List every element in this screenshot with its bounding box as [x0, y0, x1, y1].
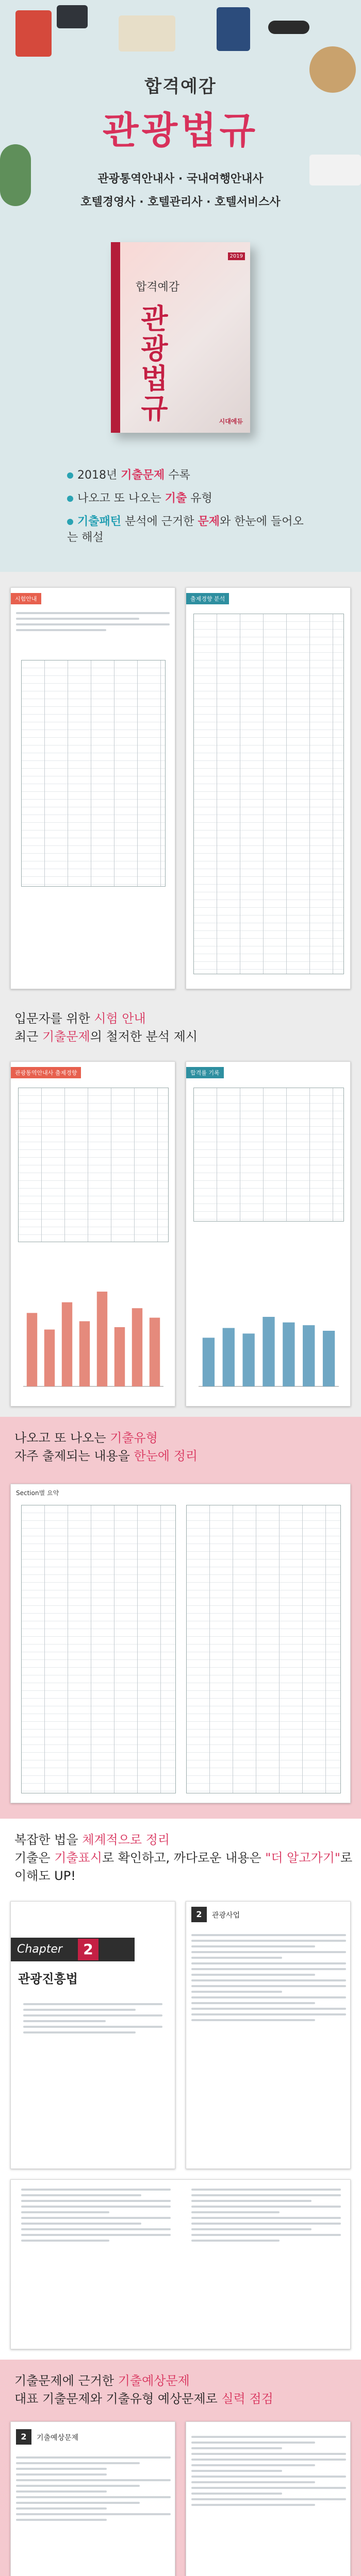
section3-heading: 복잡한 법을 체계적으로 정리 기출은 기출표시로 확인하고, 까다로운 내용은 "더 알고가기"로 이해도 UP!: [14, 1833, 353, 1883]
chart-page-right: [186, 1061, 351, 1406]
trend-table: [193, 614, 344, 974]
question-chapter-number: 2: [16, 2429, 31, 2445]
stat-table: [18, 1088, 169, 1242]
pass-rate-table: [193, 1088, 344, 1222]
law-text-page-2: [10, 2179, 351, 2349]
page-chapter-number: 2: [191, 1907, 207, 1922]
summary-page-label: Section별 요약: [16, 1489, 59, 1497]
hero-subtitle-2: 호텔경영사 · 호텔관리사 · 호텔서비스사: [80, 196, 281, 209]
questions-page-right: [186, 2421, 351, 2576]
exam-info-section: [0, 572, 361, 1417]
trend-tag: 출제경향 분석: [186, 593, 229, 604]
trend-analysis-page: [186, 587, 351, 989]
bullet-icon: [67, 496, 73, 502]
expected-questions-section: [0, 2360, 361, 2576]
chapter-label: Chapter: [17, 1943, 62, 1956]
trend-bar-chart: [18, 1258, 169, 1392]
chart-bar: [242, 1333, 254, 1386]
section2-heading: 나오고 또 나오는 기출유형 자주 출제되는 내용을 한눈에 정리: [14, 1431, 198, 1463]
hero-section: [0, 0, 361, 572]
summary-page: [10, 1484, 351, 1803]
section1-heading: 입문자를 위한 시험 안내 최근 기출문제의 철저한 분석 제시: [14, 1011, 198, 1044]
frequent-types-section: [0, 1417, 361, 1819]
bullet-icon: [67, 519, 73, 525]
chart-bar: [323, 1331, 335, 1386]
chart-page-left: [10, 1061, 175, 1406]
section4-heading: 기출문제에 근거한 기출예상문제 대표 기출문제와 기출유형 예상문제로 실력 점검: [14, 2374, 273, 2406]
chart-bar: [303, 1325, 315, 1386]
chart-bar: [132, 1308, 142, 1386]
summary-table-left: [21, 1505, 176, 1793]
hero-title: 관광법규: [102, 109, 259, 152]
exam-info-tag: 시험안내: [11, 593, 41, 604]
brand-logo-wrap: [0, 72, 361, 97]
year-badge: 2019: [228, 252, 245, 260]
chart-bar: [62, 1302, 72, 1386]
chapter-page: [10, 1901, 175, 2169]
exam-table: [21, 660, 166, 887]
chart-right-tag: 합격률 기록: [186, 1067, 224, 1078]
law-structure-section: [0, 1819, 361, 2360]
chart-bar: [27, 1313, 37, 1386]
chart-bar: [97, 1292, 107, 1386]
brand-logo: 합격예감: [144, 76, 217, 97]
passport-decoration: [217, 7, 250, 51]
book-brand: 합격예감: [136, 281, 180, 294]
page-header: 관광사업: [212, 1911, 240, 1920]
chart-bar: [44, 1330, 55, 1386]
chapter-title: 관광진흥법: [18, 1972, 78, 1986]
book-cover: [111, 242, 250, 433]
map-decoration: [119, 15, 175, 52]
exam-info-page: [10, 587, 175, 989]
pass-rate-bar-chart: [193, 1237, 344, 1392]
questions-page-left: [10, 2421, 175, 2576]
law-text-page: [186, 1901, 351, 2169]
chart-bar: [150, 1318, 160, 1386]
hero-subtitle-1: 관광통역안내사 · 국내여행안내사: [97, 173, 264, 185]
sunglasses-decoration: [268, 21, 309, 34]
chart-bar: [262, 1317, 274, 1386]
passport-decoration: [15, 10, 52, 57]
chapter-number: 2: [78, 1939, 99, 1960]
chart-bar: [203, 1338, 215, 1387]
chart-bar: [223, 1328, 235, 1386]
bullet-icon: [67, 472, 73, 479]
chart-bar: [114, 1327, 125, 1386]
chart-left-tag: 관광통역안내사 출제경향: [11, 1067, 81, 1078]
feature-item: 2018년 기출문제 수록: [67, 466, 304, 482]
feature-item: 기출패턴 분석에 근거한 문제와 한눈에 들어오는 해설: [67, 515, 304, 544]
chart-bar: [79, 1321, 90, 1387]
feature-item: 나오고 또 나오는 기출 유형: [67, 489, 304, 505]
chart-bar: [283, 1323, 294, 1386]
questions-page-header: 기출예상문제: [37, 2434, 79, 2442]
book-title: 관광법규: [136, 304, 169, 423]
camera-decoration: [57, 5, 88, 28]
summary-table-right: [186, 1505, 341, 1793]
book-publisher: 시대에듀: [219, 418, 243, 425]
